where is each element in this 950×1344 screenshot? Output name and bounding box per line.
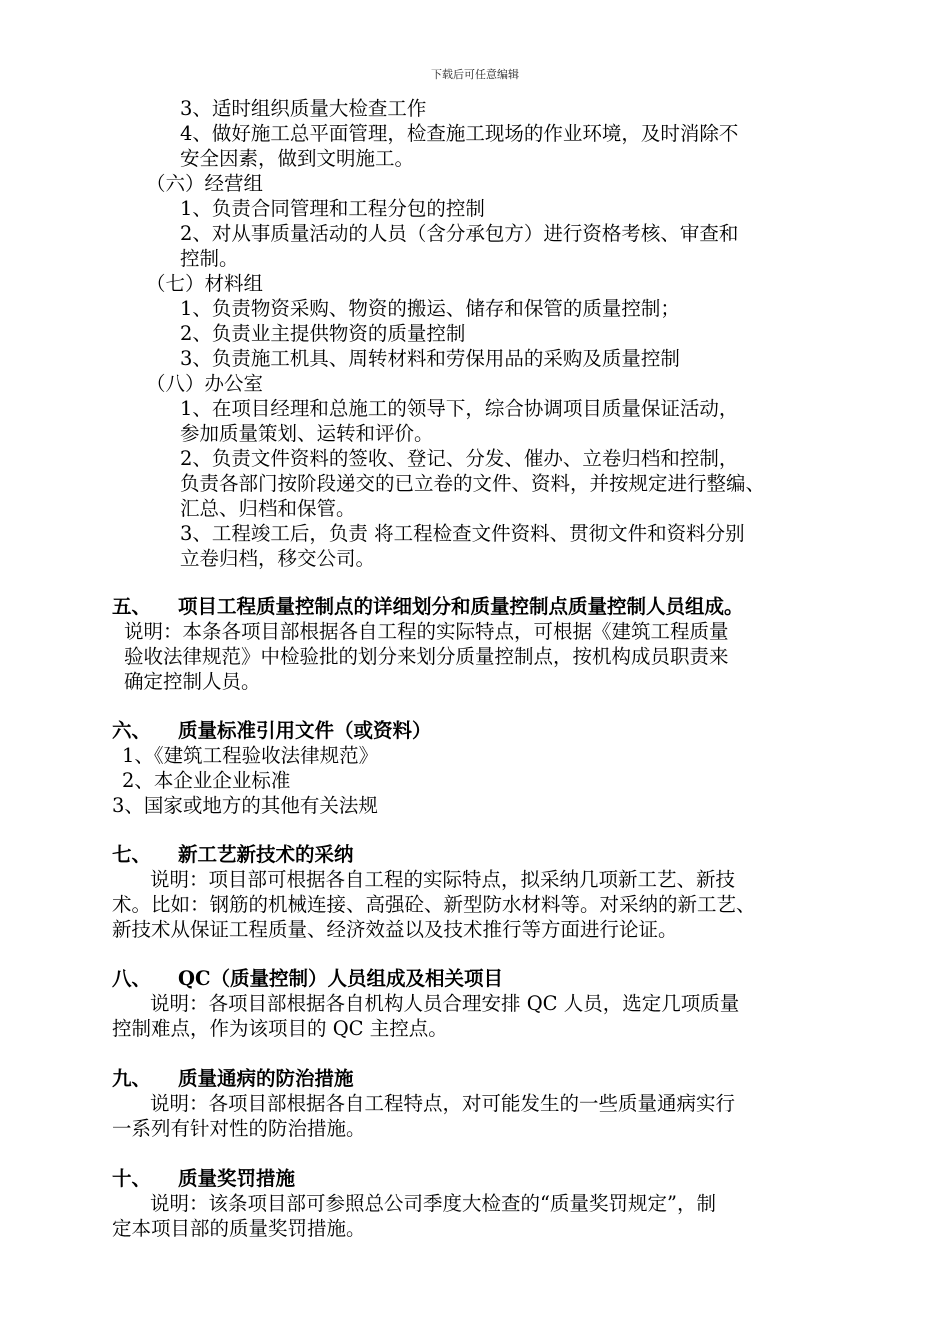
section-title: 质量标准引用文件（或资料） — [178, 719, 432, 742]
list-item: 1、负责物资采购、物资的搬运、储存和保管的质量控制； — [180, 297, 680, 320]
list-item: 参加质量策划、运转和评价。 — [180, 422, 434, 445]
subheading-jingying: （六）经营组 — [146, 172, 264, 195]
section-text: 说明：各项目部根据各自工程特点，对可能发生的一些质量通病实行 — [150, 1092, 736, 1115]
page-header: 下载后可任意编辑 — [431, 68, 519, 81]
list-item: 汇总、归档和保管。 — [180, 497, 356, 520]
section-text: 一系列有针对性的防治措施。 — [112, 1117, 366, 1140]
list-item: 立卷归档，移交公司。 — [180, 547, 376, 570]
section-number: 八、 — [112, 967, 152, 990]
section-text: 确定控制人员。 — [124, 670, 261, 693]
section-text: 说明：该条项目部可参照总公司季度大检查的“质量奖罚规定”，制 — [150, 1192, 716, 1215]
section-text: 新技术从保证工程质量、经济效益以及技术推行等方面进行论证。 — [112, 918, 678, 941]
list-item: 1、负责合同管理和工程分包的控制 — [180, 197, 485, 220]
section-heading-7 — [112, 842, 354, 867]
section-text: 2、本企业企业标准 — [122, 769, 291, 792]
list-item: 安全因素，做到文明施工。 — [180, 147, 415, 170]
section-title: 新工艺新技术的采纳 — [178, 843, 354, 866]
section-title: 质量奖罚措施 — [178, 1167, 296, 1190]
list-item: 3、负责施工机具、周转材料和劳保用品的采购及质量控制 — [180, 347, 680, 370]
section-title: QC（质量控制）人员组成及相关项目 — [178, 967, 504, 990]
section-number: 六、 — [112, 719, 152, 742]
list-item: 负责各部门按阶段递交的已立卷的文件、资料，并按规定进行整编、 — [180, 472, 766, 495]
section-heading-8 — [112, 966, 503, 991]
list-item: 2、负责业主提供物资的质量控制 — [180, 322, 466, 345]
section-number: 十、 — [112, 1167, 152, 1190]
section-text: 说明：各项目部根据各自机构人员合理安排 QC 人员，选定几项质量 — [150, 992, 740, 1015]
section-text: 验收法律规范》中检验批的划分来划分质量控制点，按机构成员职责来 — [124, 645, 729, 668]
section-number: 五、 — [112, 595, 152, 618]
section-heading-5 — [112, 594, 744, 619]
section-text: 控制难点，作为该项目的 QC 主控点。 — [112, 1017, 448, 1040]
list-item: 控制。 — [180, 247, 239, 270]
subheading-cailiao: （七）材料组 — [146, 272, 264, 295]
section-text: 说明：项目部可根据各自工程的实际特点，拟采纳几项新工艺、新技 — [150, 868, 736, 891]
section-number: 九、 — [112, 1067, 152, 1090]
section-title: 项目工程质量控制点的详细划分和质量控制点质量控制人员组成。 — [178, 595, 744, 618]
list-item: 4、做好施工总平面管理，检查施工现场的作业环境，及时消除不 — [180, 122, 739, 145]
list-item: 1、在项目经理和总施工的领导下，综合协调项目质量保证活动， — [180, 397, 739, 420]
subheading-bangongshi: （八）办公室 — [146, 372, 264, 395]
section-text: 定本项目部的质量奖罚措施。 — [112, 1217, 366, 1240]
section-text: 说明：本条各项目部根据各自工程的实际特点，可根据《建筑工程质量 — [124, 620, 729, 643]
section-title: 质量通病的防治措施 — [178, 1067, 354, 1090]
list-item: 3、工程竣工后，负责 将工程检查文件资料、贯彻文件和资料分别 — [180, 522, 745, 545]
section-text: 1、《建筑工程验收法律规范》 — [122, 744, 379, 767]
list-item: 2、负责文件资料的签收、登记、分发、催办、立卷归档和控制， — [180, 447, 739, 470]
section-heading-10 — [112, 1166, 295, 1191]
section-text: 术。比如：钢筋的机械连接、高强砼、新型防水材料等。对采纳的新工艺、 — [112, 893, 756, 916]
section-number: 七、 — [112, 843, 152, 866]
list-item: 3、适时组织质量大检查工作 — [180, 97, 427, 120]
section-heading-9 — [112, 1066, 354, 1091]
section-text: 3、国家或地方的其他有关法规 — [112, 794, 378, 817]
list-item: 2、对从事质量活动的人员（含分承包方）进行资格考核、审查和 — [180, 222, 739, 245]
section-heading-6 — [112, 718, 432, 743]
